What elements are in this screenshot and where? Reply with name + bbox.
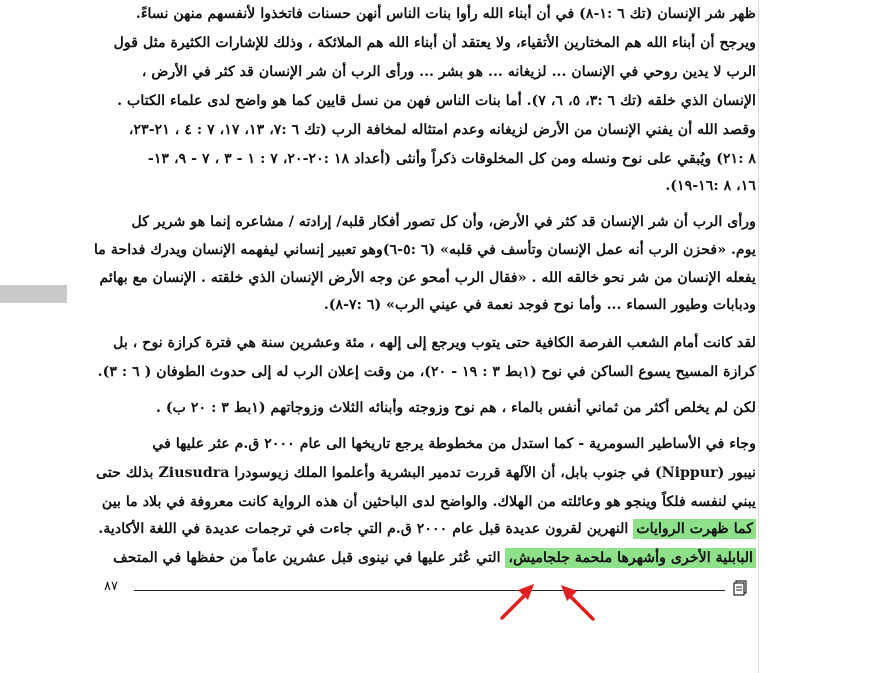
text-line-highlighted — [98, 519, 756, 539]
arrow-icon — [557, 581, 601, 625]
highlighted-text: البابلية الأخرى وأشهرها ملحمة جلجاميش، — [505, 548, 756, 568]
text-line: وقصد الله أن يفني الإنسان من الأرض لزيغانه وعدم امتثاله لمخافة الرب (تك ٦ :٧، ١٣، ١٧، ٧ : ٤ ، ٢١-٢٣، — [128, 122, 756, 138]
page-edge — [758, 0, 759, 673]
text-line: وجاء في الأساطير السومرية - كما استدل من مخطوطة يرجع تاريخها الى عام ٢٠٠٠ ق.م عثر عليها في — [152, 436, 756, 452]
text-line: الرب لا يدين روحي في الإنسان ... لزيغانه ... هو بشر ... ورأى الرب أن شر الإنسان قد كثر في الأرض ، — [141, 64, 756, 80]
text-line: نيبور (Nippur) في جنوب بابل، أن الآلهة قررت تدمير البشرية وأعلموا الملك زيوسودرا Ziusudra بذلك حتى — [96, 465, 756, 481]
text-line: ورأى الرب أن شر الإنسان قد كثر في الأرض، وأن كل تصور أفكار قلبه/ إرادته / مشاعره إنما هو شرير كل — [131, 214, 756, 230]
text-line: يبني لنفسه فلكاً وينجو هو وعائلته من الهلاك. والواضح لدى الباحثين أن هذه الرواية كانت معروفة في بلاد ما بين — [101, 494, 756, 510]
text-line: يوم. «فحزن الرب أنه عمل الإنسان وتأسف في قلبه» (٦ :٥-٦)وهو تعبير إنساني ليفهمه الإنسان ويدرك فداحة ما — [93, 242, 756, 258]
page-number: ٨٧ — [104, 579, 118, 594]
text-line: ١٦، ٨ :١٦-١٩). — [665, 178, 756, 194]
text-line-highlighted — [113, 548, 756, 568]
arrow-icon — [496, 580, 540, 624]
text-line: ظهر شر الإنسان (تك ٦ :١-٨) في أن أبناء الله رأوا بنات الناس أنهن حسنات فاتخذوا لأنفسهم منهن نساءً. — [135, 6, 756, 22]
highlighted-text: كما ظهرت الروايات — [633, 519, 756, 539]
text-span: التي عُثر عليها في نينوى قبل عشرين عاماً من حفظها في المتحف — [113, 550, 501, 566]
text-line: ٨ :٢١) ويُبقي على نوح ونسله ومن كل المخلوقات ذكراً وأنثى (أعداد ١٨ :٢٠-٢٠، ٧ : ١ - ٣ ، ٧ - ٩، ١٣- — [147, 151, 756, 167]
text-line: لكن لم يخلص أكثر من ثماني أنفس بالماء ، هم نوح وزوجته وأبنائه الثلاث وزوجاتهم (١بط ٣ : ٢٠ ب) . — [156, 400, 756, 416]
scroll-indicator[interactable] — [0, 285, 67, 303]
text-line: ويرجح أن أبناء الله هم المختارين الأتقياء، ولا يعتقد أن أبناء الله هم الملائكة ، وذلك للإشارات الكثيرة مثل قول — [113, 35, 756, 51]
text-line: كرازة المسيح يسوع الساكن في نوح (١بط ٣ : ١٩ - ٢٠)، من وقت إعلان الرب له إلى حدوث الطوفان ( ٦ : ٣). — [97, 364, 756, 380]
text-line: الإنسان الذي خلقه (تك ٦ :٣، ٥، ٦، ٧). أما بنات الناس فهن من نسل قايين كما هو واضح لدى علماء الكتاب . — [117, 93, 756, 109]
text-line: ودبابات وطيور السماء ... وأما نوح فوجد نعمة في عيني الرب» (٦ :٧-٨). — [323, 297, 756, 313]
text-line: لقد كانت أمام الشعب الفرصة الكافية حتى يتوب ويرجع إلى إلهه ، مئة وعشرين سنة هي فترة كرازة نوح ، بل — [113, 335, 756, 351]
text-span: النهرين لقرون عديدة قبل عام ٢٠٠٠ ق.م التي جاءت في ترجمات عديدة في اللغة الأكادية. — [98, 521, 629, 537]
footer-rule — [134, 590, 725, 591]
pages-icon — [732, 580, 748, 598]
text-line: يفعله الإنسان من شر نحو خالقه الله . «فقال الرب أمحو عن وجه الأرض الإنسان الذي خلقته . الإنسان مع بهائم — [99, 270, 756, 286]
